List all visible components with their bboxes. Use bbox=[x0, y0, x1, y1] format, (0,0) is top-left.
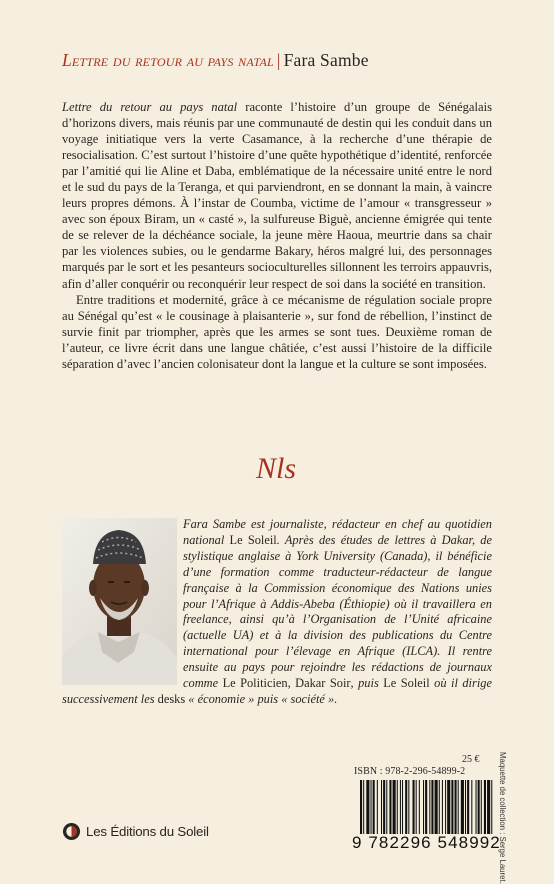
synopsis-book-title: Lettre du retour au pays natal bbox=[62, 100, 238, 114]
bio-newspapers-2: Le Politicien, Dakar Soir bbox=[222, 676, 351, 691]
sun-icon bbox=[62, 822, 81, 841]
cover-title bbox=[62, 50, 369, 71]
author-bio bbox=[62, 517, 492, 708]
bio-text-1: Fara Sambe est journaliste, rédacteur en chef au quotidien national bbox=[183, 517, 492, 547]
isbn: ISBN : 978-2-296-54899-2 bbox=[354, 766, 466, 777]
bio-text-4: où il dirige successivement les bbox=[62, 676, 492, 706]
price: 25 € bbox=[462, 754, 480, 765]
bio-text-2: . Après des études de lettres à Dakar, de stylistique anglaise à York University (Canada), il bénéficie d’une formation comme traducteur-rédacteur de langue française à la Commission économique des Nations unies pour l’Afrique à Addis-Abeba (Éthiopie) où il travaillera en freelance, ainsi qu’à l’Organisation de l’Unité africaine (actuelle UA) et à la division des publications du Centre international pour l’élevage en Afrique (ILCA). Il rentre ensuite au pays pour rejoindre les rédactions de journaux comme bbox=[183, 532, 492, 691]
synopsis bbox=[62, 99, 492, 372]
author-name: Fara Sambe bbox=[283, 50, 369, 70]
bio-text-5: « économie » puis « société ». bbox=[185, 691, 338, 706]
bio-desks: desks bbox=[157, 691, 186, 706]
collection-logo: Nls bbox=[256, 452, 297, 485]
publisher-name: Les Éditions du Soleil bbox=[86, 823, 209, 839]
barcode bbox=[358, 780, 498, 838]
bio-newspaper-1: Le Soleil bbox=[229, 532, 277, 547]
synopsis-text-1: raconte l’histoire d’un groupe de Sénégalais d’horizons divers, mais réunis par une communauté de destin qui les conduit dans un voyage initiatique vers la verte Casamance, à la recherche d’une thérapie de resocialisation. C’est surtout l’histoire d’une quête hypothétique d’identité, renforcée par l’amitié qui lie Aline et Daba, emblématique de la nécessaire unité entre le nord et le sud du pays de la Teranga, et qui parviendront, en se donnant la main, à vaincre leurs propres démons. À l’instar de Coumba, victime de l’amour « transgresseur » avec son époux Biram, un « casté », la sulfureuse Biguè, ancienne émigrée qui tente de se relever de la déchéance sociale, la jeune mère Haoua, meurtrie dans sa chair par les violences subies, ou le gendarme Bakary, héros malgré lui, des personnages marqués par le sort et les pesanteurs socioculturelles sillonnent les terroirs appauvris, afin d’aller conquérir ou reconquérir leur respect de soi dans la société en transition. bbox=[62, 100, 492, 291]
bio-text-3: , puis bbox=[350, 676, 384, 691]
bio-newspaper-3: Le Soleil bbox=[383, 676, 430, 691]
book-title: Lettre du retour au pays natal bbox=[62, 50, 274, 70]
synopsis-paragraph-1 bbox=[62, 99, 492, 292]
barcode-number: 9 782296 548992 bbox=[352, 833, 501, 852]
publisher-logo bbox=[62, 821, 209, 841]
title-separator: | bbox=[276, 50, 281, 70]
design-credit: Maquette de collection : Serge Lauret. bbox=[498, 752, 507, 884]
synopsis-paragraph-2: Entre traditions et modernité, grâce à ce mécanisme de régulation sociale propre au Sénégal qu’est « le cousinage à plaisanterie », sur fond de rébellion, l’instinct de survie finit par triompher, après que les armes se sont tues. Deuxième roman de l’auteur, ce livre écrit dans une langue châtiée, c’est aussi l’histoire de la difficile séparation d’avec l’ancien colonisateur dont la langue et la culture se sont imposées. bbox=[62, 292, 492, 371]
